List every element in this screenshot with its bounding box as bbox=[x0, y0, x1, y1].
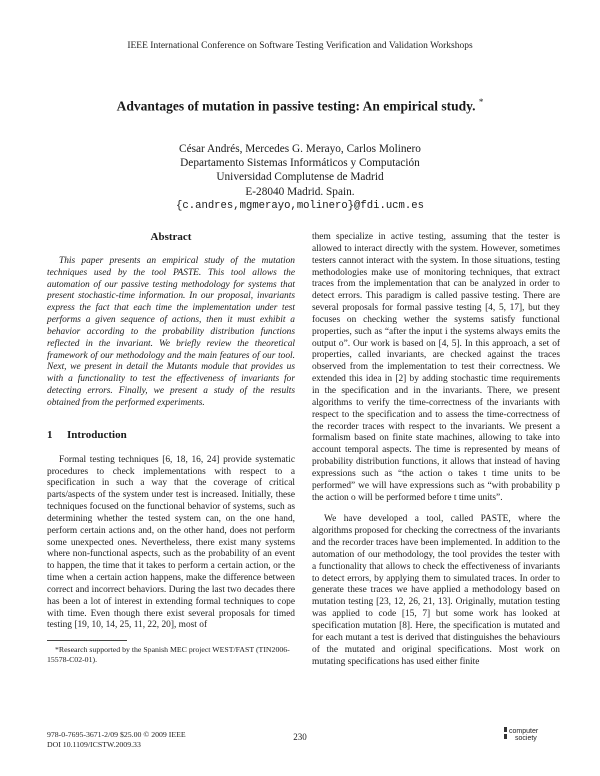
paper-title bbox=[0, 97, 600, 115]
right-column bbox=[312, 232, 560, 668]
conference-header: IEEE International Conference on Software Testing Verification and Validation Workshops bbox=[127, 41, 473, 51]
footnote-rule bbox=[47, 640, 127, 641]
section-title: Introduction bbox=[67, 428, 127, 441]
title-text: Advantages of mutation in passive testing: An empirical study. bbox=[116, 98, 476, 114]
university: Universidad Complutense de Madrid bbox=[216, 171, 384, 184]
abstract-text: This paper presents an empirical study of the mutation techniques used by the tool PASTE. This tool allows the automation of our passive testing methodology for systems that present stochastic-time information. In our proposal, invariants express the fact that each time the implementation under test performs a given sequence of actions, then it must exhibit a behavior according to the probability distribution functions reflected in the invariant. We briefly review the theoretical framework of our methodology and the main features of our tool. Next, we present in detail the Mutants module that provides us with a functionality to test the effectiveness of invariants for detecting errors. Finally, we present a study of the results obtained from the performed experiments. bbox=[47, 255, 295, 408]
intro-paragraph: Formal testing techniques [6, 18, 16, 24] provide systematic procedures to check implementations with respect to a specification in such a way that the coverage of critical parts/aspects of the system under test is increased. Initially, these techniques focused on the functional behavior of systems, such as determining whether the tested system can, on the one hand, perform certain actions and, on the other hand, does not perform some unexpected ones. Nevertheless, there exist many systems where non-functional aspects, such as the probability of an event to happen, the time that it takes to perform a certain action, or the time when a certain action happens, make the difference between correct and incorrect behaviors. During the last two decades there has been a lot of interest in extending formal techniques to cope with time. Even though there exist several proposals for timed testing [19, 10, 14, 25, 11, 22, 20], most of bbox=[47, 454, 295, 631]
title-footnote-mark: * bbox=[478, 97, 484, 107]
left-column bbox=[47, 232, 295, 665]
computer-society-logo bbox=[503, 724, 545, 746]
address: E-28040 Madrid. Spain. bbox=[245, 185, 355, 198]
section-heading bbox=[47, 430, 295, 442]
email: {c.andres,mgmerayo,molinero}@fdi.ucm.es bbox=[176, 199, 424, 212]
intro-paragraph-tool: We have developed a tool, called PASTE, where the algorithms proposed for checking the correctness of the invariants and the recorder traces have been implemented. In addition to the automation of our methodology, the tool provides the tester with a functionality that allows to check the effectiveness of invariants to detect errors, by applying them to simulated traces. In order to generate these traces we have applied a methodology based on mutation testing [23, 12, 26, 21, 13]. Originally, mutation testing was applied to code [15, 7] but some work has looked at specification mutation [8]. Here, the specification is mutated and for each mutant a test is derived that distinguishes the behaviours of the mutated and original specifications. Most work on mutating specifications has used either finite bbox=[312, 514, 560, 667]
doi-line: DOI 10.1109/ICSTW.2009.33 bbox=[47, 739, 141, 749]
department: Departamento Sistemas Informáticos y Computación bbox=[180, 157, 420, 170]
section-number: 1 bbox=[47, 428, 53, 441]
abstract-heading: Abstract bbox=[150, 231, 192, 243]
isbn-line: 978-0-7695-3671-2/09 $25.00 © 2009 IEEE bbox=[47, 730, 186, 739]
logo-line-society: society bbox=[515, 735, 537, 742]
logo-line-computer: computer bbox=[509, 728, 539, 735]
logo-text bbox=[509, 728, 538, 742]
intro-paragraph-continued: them specialize in active testing, assuming that the tester is allowed to interact directly with the system. However, sometimes testers cannot interact with the system. In those situations, testing methodologies make use of monitoring techniques, that extract traces from the implementation that can be analyzed in order to detect errors. This paradigm is called passive testing. There are several proposals for formal passive testing [4, 5, 17], but they focuses on checking wether the systems satisfy functional properties, such as “after the input i the systems always emits the output o”. Our work is based on [4, 5]. In this approach, a set of properties, called invariants, are checked against the traces observed from the implementation to test their correctness. We extended this idea in [2] by adding stochastic time requirements in the specification and in the invariants. There, we present algorithms to verify the time-correctness of the invariants with respect to the specification and to assess the time-correctness of the recorder traces with respect to the invariants. We present a formalism based on finite state machines, allowing to take into account temporal aspects. The time is represented by means of probability distribution functions, it allows that instead of having expressions such as “the action o takes t time units to be performed” we will have expressions such as “with probability p the action o will be performed before t time units”. bbox=[312, 232, 560, 503]
footnote: *Research supported by the Spanish MEC project WEST/FAST (TIN2006-15578-C02-01). bbox=[47, 645, 290, 664]
author-names: César Andrés, Mercedes G. Merayo, Carlos Molinero bbox=[179, 143, 421, 155]
page-number: 230 bbox=[293, 732, 307, 742]
author-block bbox=[0, 142, 600, 213]
